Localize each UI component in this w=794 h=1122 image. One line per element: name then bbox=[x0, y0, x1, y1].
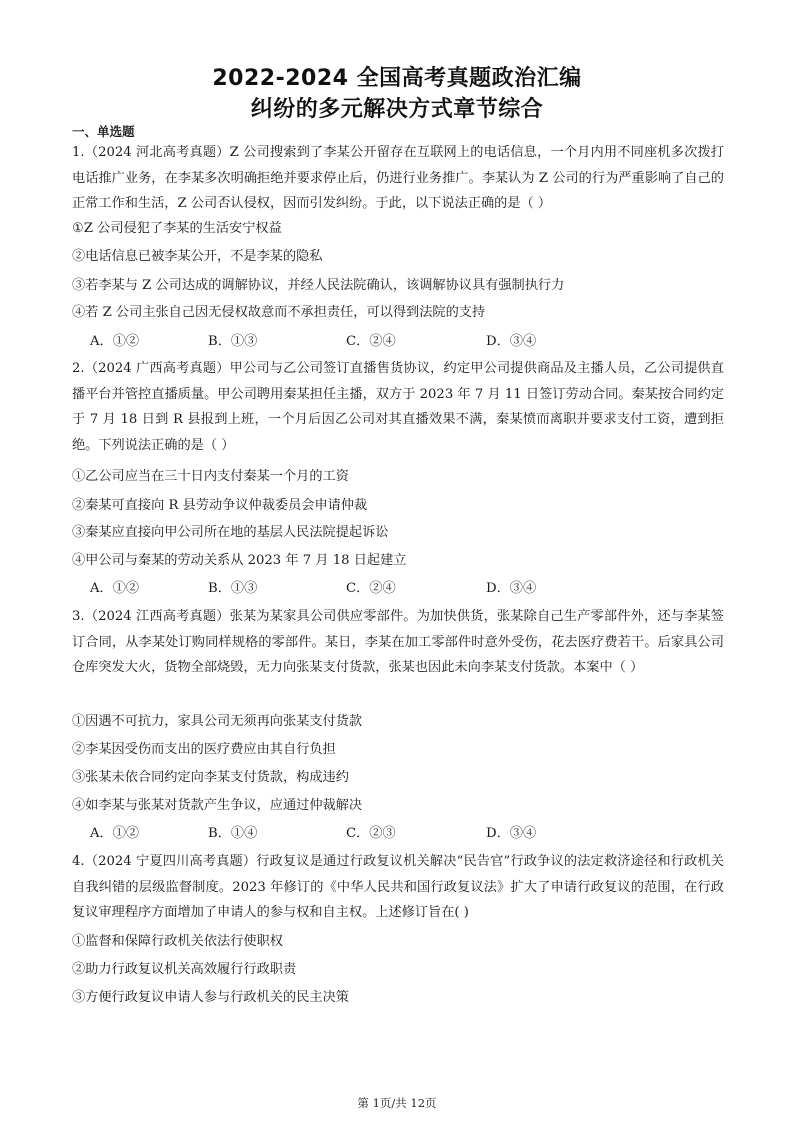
question-1-option-4: ④若 Z 公司主张自己因无侵权故意而不承担责任，可以得到法院的支持 bbox=[72, 305, 486, 320]
question-3-option-1: ①因遇不可抗力，家具公司无须再向张某支付货款 bbox=[72, 714, 363, 729]
question-1-option-2: ②电话信息已被李某公开，不是李某的隐私 bbox=[72, 249, 323, 264]
question-1-choice-b[interactable]: B．①③ bbox=[208, 334, 258, 349]
document-title-line1: 2022-2024 全国高考真题政治汇编 bbox=[212, 66, 582, 91]
question-1-option-1: ①Z 公司侵犯了李某的生活安宁权益 bbox=[72, 221, 282, 236]
question-2-choice-d[interactable]: D．③④ bbox=[486, 581, 537, 596]
question-1-stem: 1.（2024 河北高考真题）Z 公司搜索到了李某公开留存在互联网上的电话信息，一个月内用不同座机多次拨打电话推广业务，在李某多次明确拒绝并要求停止后，仍进行业务推广。李某认为 Z 公司的行为严重影响了自己的正常工作和生活，Z 公司否认侵权，因而引发纠纷。于此，以下说法正确的是（ ） bbox=[72, 145, 724, 211]
question-2-option-1: ①乙公司应当在三十日内支付秦某一个月的工资 bbox=[72, 469, 349, 484]
question-2-choice-a[interactable]: A．①② bbox=[90, 581, 140, 596]
question-4-stem: 4.（2024 宁夏四川高考真题）行政复议是通过行政复议机关解决“民告官”行政争议的法定救济途径和行政机关自我纠错的层级监督制度。2023 年修订的《中华人民共和国行政复议法》扩大了申请行政复议的范围，在行政复议审理程序方面增加了申请人的参与权和自主权。上述修订旨在( ) bbox=[72, 854, 724, 920]
question-4-option-2: ②助力行政复议机关高效履行行政职责 bbox=[72, 962, 297, 977]
question-1-choice-a[interactable]: A．①② bbox=[90, 334, 140, 349]
question-3-choice-b[interactable]: B．①④ bbox=[208, 826, 258, 841]
question-2-stem: 2.（2024 广西高考真题）甲公司与乙公司签订直播售货协议，约定甲公司提供商品及主播人员，乙公司提供直播平台并管控直播质量。甲公司聘用秦某担任主播，双方于 2023 年 7 月 11 日签订劳动合同。秦某按合同约定于 7 月 18 日到 R 县报到上班，一个月后因乙公司对其直播效果不满，秦某愤而离职并要求支付工资，遭到拒绝。下列说法正确的是（ ） bbox=[72, 361, 724, 453]
question-1-choice-c[interactable]: C．②④ bbox=[346, 334, 396, 349]
question-2-option-3: ③秦某应直接向甲公司所在地的基层人民法院提起诉讼 bbox=[72, 525, 389, 540]
question-2-option-2: ②秦某可直接向 R 县劳动争议仲裁委员会申请仲裁 bbox=[72, 498, 368, 513]
page-footer: 第 1页/共 12页 bbox=[357, 1096, 437, 1110]
question-2-choice-b[interactable]: B．①③ bbox=[208, 581, 258, 596]
section-heading: 一、单选题 bbox=[72, 124, 135, 139]
question-2-option-4: ④甲公司与秦某的劳动关系从 2023 年 7 月 18 日起建立 bbox=[72, 553, 407, 568]
document-title-line2: 纠纷的多元解决方式章节综合 bbox=[250, 97, 544, 122]
question-2-choice-c[interactable]: C．②④ bbox=[346, 581, 396, 596]
question-3-stem: 3.（2024 江西高考真题）张某为某家具公司供应零部件。为加快供货，张某除自己生产零部件外，还与李某签订合同，从李某处订购同样规格的零部件。某日，李某在加工零部件时意外受伤，花去医疗费若干。后家具公司仓库突发大火，货物全部烧毁，无力向张某支付货款，张某也因此未向李某支付货款。本案中（ ） bbox=[72, 609, 724, 675]
question-3-option-3: ③张某未依合同约定向李某支付货款，构成违约 bbox=[72, 770, 349, 785]
question-4-option-1: ①监督和保障行政机关依法行使职权 bbox=[72, 934, 283, 949]
question-3-option-2: ②李某因受伤而支出的医疗费应由其自行负担 bbox=[72, 742, 336, 757]
question-3-choice-d[interactable]: D．③④ bbox=[486, 826, 537, 841]
question-1-choice-d[interactable]: D．③④ bbox=[486, 334, 537, 349]
question-3-option-4: ④如李某与张某对货款产生争议，应通过仲裁解决 bbox=[72, 798, 363, 813]
question-3-choice-a[interactable]: A．①② bbox=[90, 826, 140, 841]
question-3-choice-c[interactable]: C．②③ bbox=[346, 826, 396, 841]
question-4-option-3: ③方便行政复议申请人参与行政机关的民主决策 bbox=[72, 990, 349, 1005]
question-1-option-3: ③若李某与 Z 公司达成的调解协议，并经人民法院确认，该调解协议具有强制执行力 bbox=[72, 278, 565, 293]
